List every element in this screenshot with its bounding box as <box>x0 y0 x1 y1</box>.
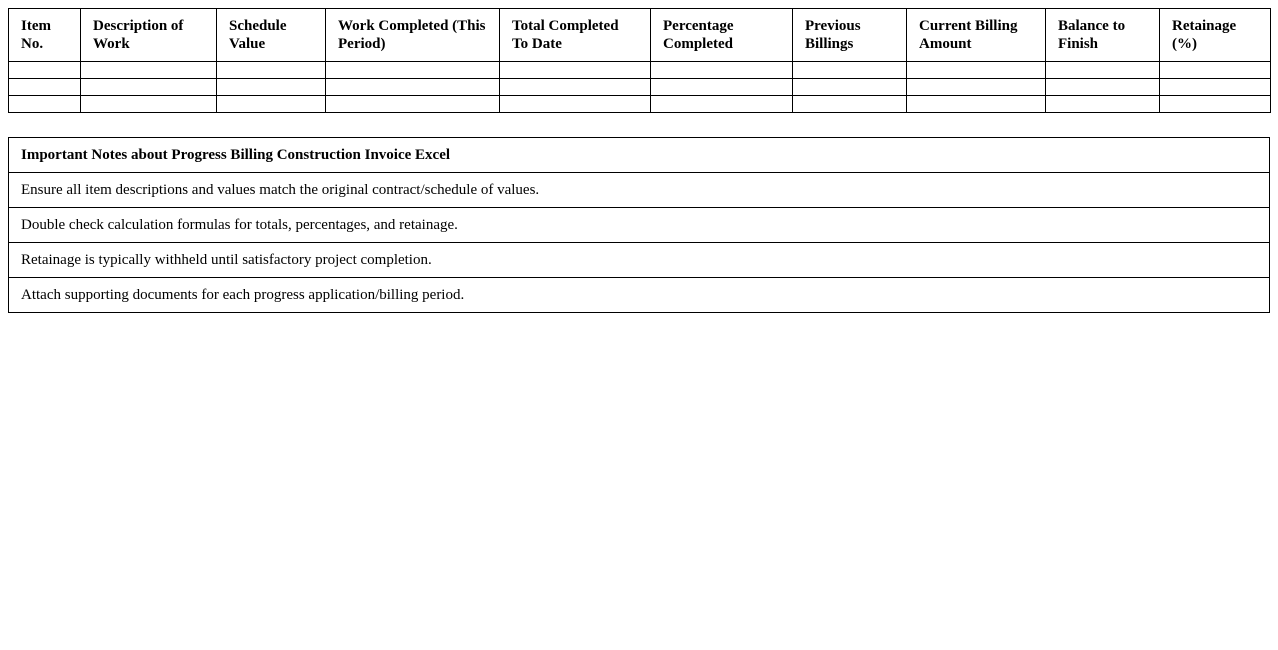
header-previous-billings: Previous Billings <box>793 9 907 62</box>
table-cell[interactable] <box>651 96 793 113</box>
note-row <box>9 278 1270 313</box>
table-cell[interactable] <box>907 62 1046 79</box>
table-cell[interactable] <box>217 96 326 113</box>
table-cell[interactable] <box>793 79 907 96</box>
notes-title-row <box>9 138 1270 173</box>
note-row <box>9 208 1270 243</box>
header-balance-to-finish: Balance to Finish <box>1046 9 1160 62</box>
important-notes-table <box>8 137 1270 313</box>
note-row <box>9 243 1270 278</box>
table-cell[interactable] <box>1046 62 1160 79</box>
table-cell[interactable] <box>326 79 500 96</box>
header-percentage-completed: Percentage Completed <box>651 9 793 62</box>
table-cell[interactable] <box>81 62 217 79</box>
table-cell[interactable] <box>9 79 81 96</box>
header-current-billing-amount: Current Billing Amount <box>907 9 1046 62</box>
table-cell[interactable] <box>793 62 907 79</box>
header-work-completed-this-period: Work Completed (This Period) <box>326 9 500 62</box>
header-description-of-work: Description of Work <box>81 9 217 62</box>
table-cell[interactable] <box>81 96 217 113</box>
note-item: Attach supporting documents for each progress application/billing period. <box>9 278 1270 313</box>
note-item: Ensure all item descriptions and values match the original contract/schedule of values. <box>9 173 1270 208</box>
table-cell[interactable] <box>9 62 81 79</box>
table-row <box>9 79 1271 96</box>
table-header-row <box>9 9 1271 62</box>
table-cell[interactable] <box>907 79 1046 96</box>
table-cell[interactable] <box>217 79 326 96</box>
note-item: Retainage is typically withheld until satisfactory project completion. <box>9 243 1270 278</box>
table-cell[interactable] <box>651 79 793 96</box>
table-cell[interactable] <box>81 79 217 96</box>
table-cell[interactable] <box>907 96 1046 113</box>
notes-title: Important Notes about Progress Billing Construction Invoice Excel <box>9 138 1270 173</box>
table-cell[interactable] <box>793 96 907 113</box>
table-row <box>9 62 1271 79</box>
table-cell[interactable] <box>1160 79 1271 96</box>
table-cell[interactable] <box>1046 96 1160 113</box>
header-retainage: Retainage (%) <box>1160 9 1271 62</box>
table-cell[interactable] <box>500 62 651 79</box>
table-cell[interactable] <box>326 96 500 113</box>
table-cell[interactable] <box>500 96 651 113</box>
header-total-completed-to-date: Total Completed To Date <box>500 9 651 62</box>
table-cell[interactable] <box>9 96 81 113</box>
table-cell[interactable] <box>1160 62 1271 79</box>
header-schedule-value: Schedule Value <box>217 9 326 62</box>
header-item-no: Item No. <box>9 9 81 62</box>
table-cell[interactable] <box>1160 96 1271 113</box>
table-row <box>9 96 1271 113</box>
table-cell[interactable] <box>651 62 793 79</box>
note-row <box>9 173 1270 208</box>
table-cell[interactable] <box>217 62 326 79</box>
table-cell[interactable] <box>500 79 651 96</box>
table-cell[interactable] <box>1046 79 1160 96</box>
table-cell[interactable] <box>326 62 500 79</box>
note-item: Double check calculation formulas for totals, percentages, and retainage. <box>9 208 1270 243</box>
progress-billing-table <box>8 8 1271 113</box>
